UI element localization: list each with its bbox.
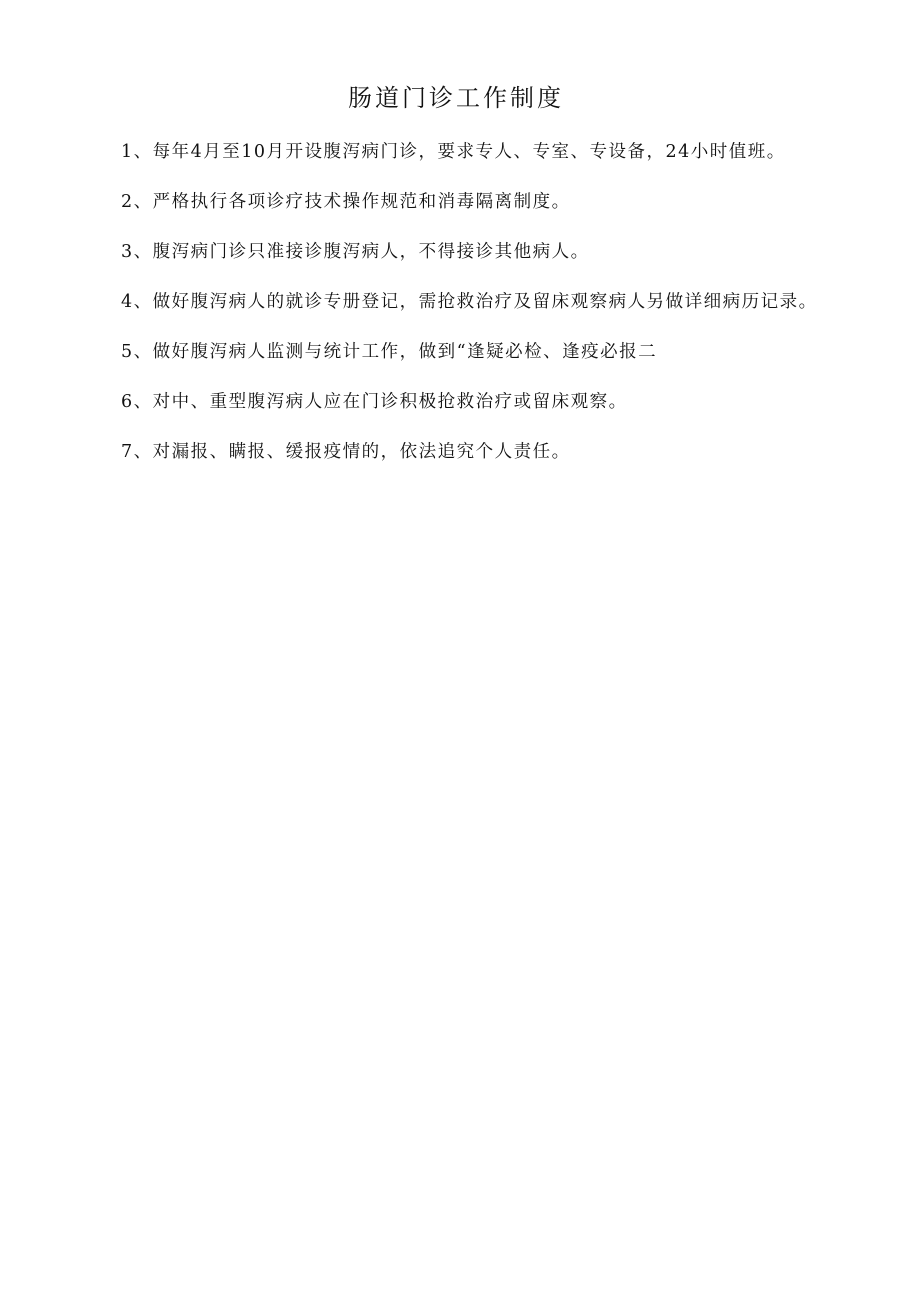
paragraph-6: 6、对中、重型腹泻病人应在门诊积极抢救治疗或留床观察。: [121, 392, 628, 412]
paragraph-2: 2、严格执行各项诊疗技术操作规范和消毒隔离制度。: [121, 192, 571, 212]
paragraph-1: 1、每年4月至10月开设腹泻病门诊，要求专人、专室、专设备，24小时值班。: [121, 142, 786, 162]
paragraph-3: 3、腹泻病门诊只准接诊腹泻病人，不得接诊其他病人。: [121, 242, 590, 262]
paragraph-4: 4、做好腹泻病人的就诊专册登记，需抢救治疗及留床观察病人另做详细病历记录。: [121, 292, 818, 312]
paragraph-7: 7、对漏报、瞒报、缓报疫情的，依法追究个人责任。: [121, 442, 571, 462]
document-title: 肠道门诊工作制度: [348, 84, 564, 112]
paragraph-5: 5、做好腹泻病人监测与统计工作，做到“逢疑必检、逢疫必报二: [121, 342, 658, 362]
